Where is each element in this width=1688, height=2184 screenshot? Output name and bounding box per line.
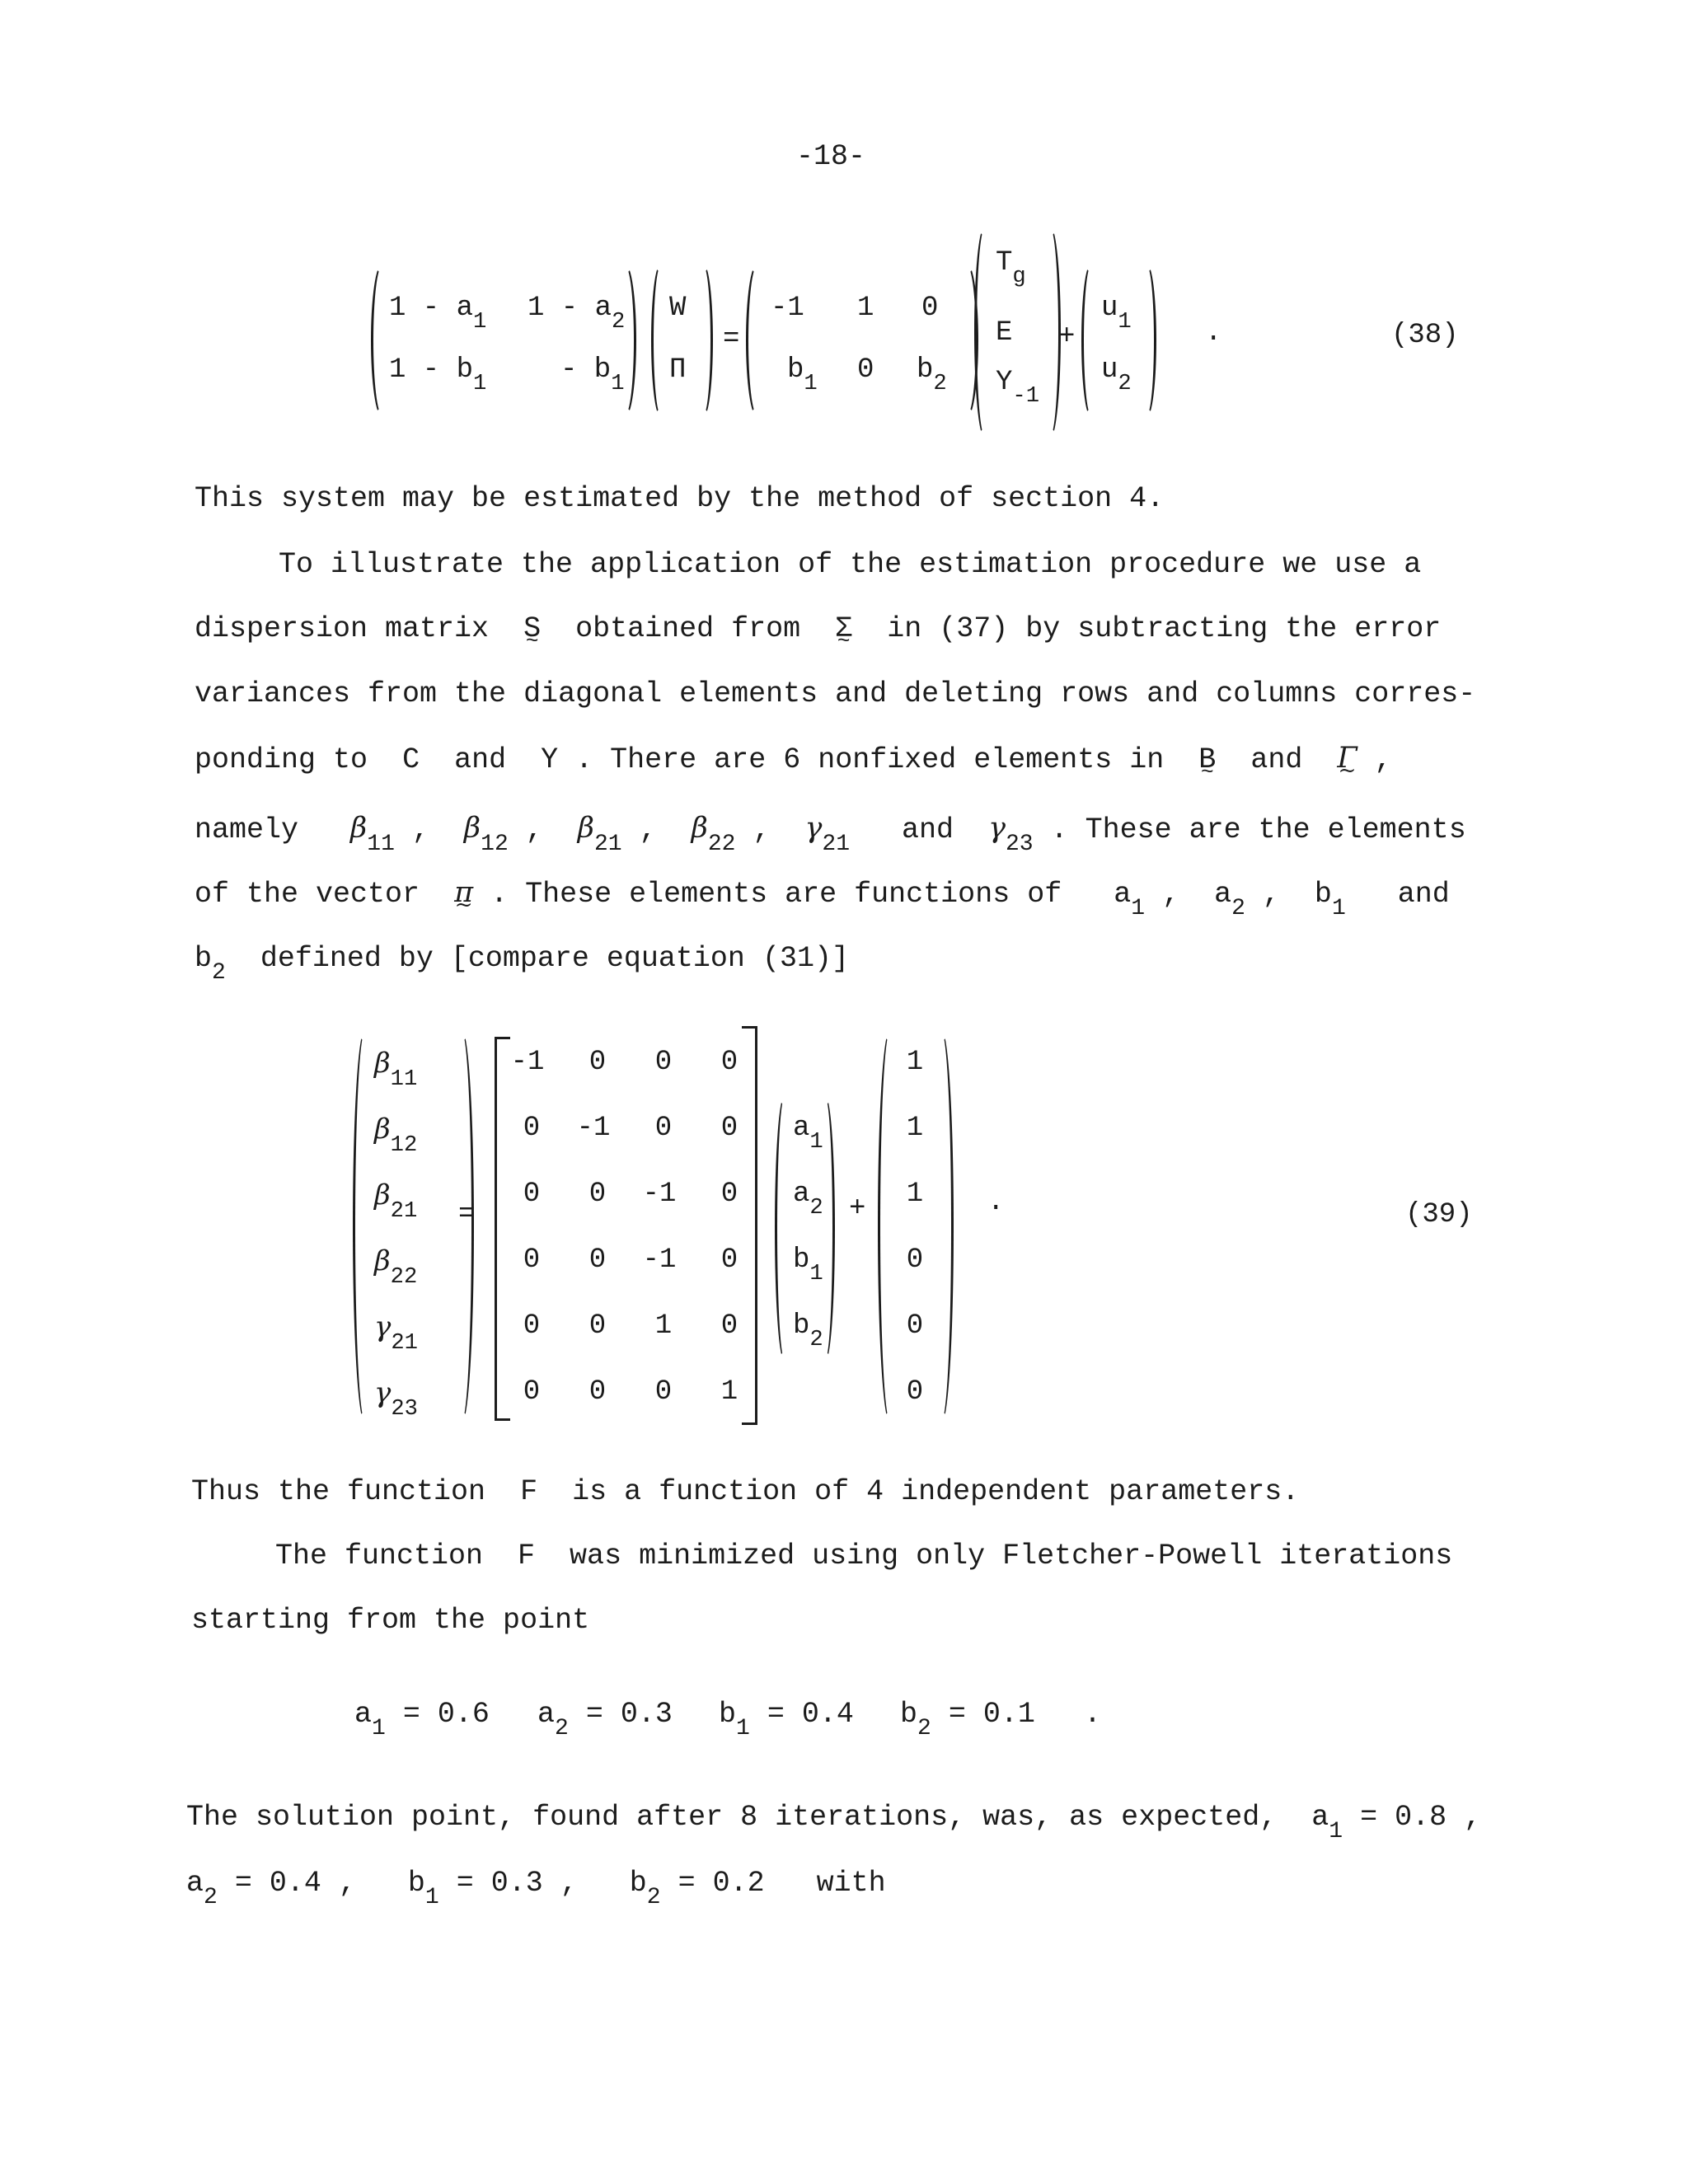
paren-right — [816, 1096, 835, 1361]
matrix-cell: -1 — [576, 1113, 611, 1144]
vector-cell: $b_1$ — [793, 1244, 823, 1286]
matrix-cell: -1 — [642, 1244, 677, 1276]
matrix-cell: 0 — [523, 1113, 541, 1144]
equals-sign: = — [723, 324, 740, 355]
matrix-cell: $b_2$ — [917, 354, 947, 396]
matrix-cell: 0 — [654, 1376, 673, 1408]
paren-right — [1137, 264, 1156, 417]
matrix-cell: -1 — [642, 1179, 677, 1210]
matrix-cell: 0 — [588, 1179, 607, 1210]
paragraph-line: $b_2$ defined by [compare equation (31)] — [195, 942, 849, 987]
vector-cell: $\beta_{21}$ — [374, 1179, 418, 1224]
matrix-cell: 0 — [523, 1244, 541, 1276]
paren-left — [651, 264, 670, 417]
vector-cell: 1 — [906, 1179, 924, 1210]
paren-right — [694, 264, 713, 417]
paragraph-line: Thus the function F is a function of 4 independent parameters. — [191, 1475, 1300, 1508]
vector-cell: $T_g$ — [996, 247, 1026, 289]
period: . — [1205, 317, 1222, 349]
matrix-cell: 0 — [654, 1113, 673, 1144]
vector-cell: 0 — [906, 1376, 924, 1408]
vector-cell: $a_2$ — [793, 1179, 823, 1221]
paragraph-line: This system may be estimated by the method of section 4. — [195, 482, 1165, 515]
period: . — [987, 1187, 1005, 1218]
matrix-cell: 0 — [523, 1179, 541, 1210]
vector-cell: $\beta_{22}$ — [374, 1244, 418, 1290]
plus-sign: + — [849, 1193, 866, 1225]
matrix-cell: $1 - a_1$ — [389, 293, 487, 335]
paren-left — [1081, 264, 1100, 417]
bracket-right — [742, 1026, 757, 1425]
vector-cell: $b_2$ — [793, 1310, 823, 1352]
matrix-cell: $1 - b_1$ — [389, 354, 487, 396]
matrix-cell: -1 — [771, 293, 804, 324]
matrix-cell: 1 — [654, 1310, 673, 1342]
assignment: $b_2 = 0.1$ — [900, 1698, 1035, 1742]
vector-cell: 0 — [906, 1310, 924, 1342]
assignment: $a_2 = 0.3$ — [537, 1698, 673, 1742]
vector-cell: $\gamma_{21}$ — [374, 1310, 418, 1356]
paragraph-line: The solution point, found after 8 iterations, was, as expected, $a_1 = 0.8$ , — [186, 1801, 1482, 1845]
vector-cell: W — [669, 293, 687, 324]
matrix-cell: 0 — [720, 1179, 738, 1210]
matrix-cell: 0 — [588, 1376, 607, 1408]
plus-sign: + — [1058, 321, 1076, 353]
matrix-cell: 0 — [523, 1310, 541, 1342]
vector-cell: $a_1$ — [793, 1113, 823, 1155]
period: . — [1084, 1698, 1102, 1731]
matrix-cell: 0 — [588, 1310, 607, 1342]
equation-label: (39) — [1405, 1199, 1473, 1230]
paragraph-line: starting from the point — [191, 1604, 590, 1637]
paren-left — [974, 227, 995, 438]
matrix-cell: 0 — [720, 1244, 738, 1276]
bracket-left — [495, 1037, 510, 1421]
paren-left — [878, 1030, 902, 1422]
vector-cell: $\beta_{11}$ — [374, 1047, 418, 1092]
paragraph-line: of the vector π ~ . These elements are functions of $a_1$ , $a_2$ , $b_1$ and — [195, 876, 1450, 911]
matrix-cell: 0 — [720, 1310, 738, 1342]
vector-cell: 0 — [906, 1244, 924, 1276]
paren-left — [746, 264, 768, 417]
vector-cell: $\gamma_{23}$ — [374, 1376, 418, 1422]
paren-right — [930, 1030, 954, 1422]
vector-cell: $\beta_{12}$ — [374, 1113, 418, 1158]
assignment: $a_1 = 0.6$ — [354, 1698, 490, 1742]
vector-cell: 1 — [906, 1113, 924, 1144]
paragraph-line: To illustrate the application of the estimation procedure we use a — [279, 548, 1422, 581]
paragraph-line: ponding to C and Y . There are 6 nonfixed elements in B ~ and Γ ~ , — [195, 742, 1392, 776]
vector-cell: $u_2$ — [1101, 354, 1132, 396]
matrix-cell: 0 — [720, 1113, 738, 1144]
vector-cell: E — [996, 317, 1013, 349]
paren-left — [371, 264, 393, 417]
paragraph-line: $a_2 = 0.4$ , $b_1 = 0.3$ , $b_2 = 0.2$ with — [186, 1867, 886, 1911]
vector-cell: Π — [669, 354, 687, 386]
matrix-cell: 0 — [523, 1376, 541, 1408]
matrix-cell: 0 — [857, 354, 874, 386]
vector-cell: $Y_{-1}$ — [996, 367, 1040, 409]
assignment: $b_1 = 0.4$ — [719, 1698, 854, 1742]
paragraph-line: namely $\beta_{11}$ , $\beta_{12}$ , $\beta_{21}$ , $\beta_{22}$ , $\gamma_{21}$ and $\gamma_{23}$ . These are the elements — [195, 812, 1466, 858]
matrix-cell: 0 — [921, 293, 939, 324]
page-number: -18- — [796, 140, 866, 173]
matrix-cell: 1 — [857, 293, 874, 324]
matrix-cell: 0 — [588, 1047, 607, 1078]
matrix-cell: $1 - a_2$ — [528, 293, 626, 335]
matrix-cell: 1 — [720, 1376, 738, 1408]
paren-right — [614, 264, 636, 417]
paren-left — [353, 1030, 377, 1422]
matrix-cell: 0 — [654, 1047, 673, 1078]
equation-label: (38) — [1391, 320, 1459, 351]
paragraph-line: The function F was minimized using only Fletcher-Powell iterations — [275, 1540, 1453, 1572]
vector-cell: $u_1$ — [1101, 293, 1132, 335]
paragraph-line: variances from the diagonal elements and deleting rows and columns corres- — [195, 677, 1476, 710]
matrix-cell: 0 — [720, 1047, 738, 1078]
equals-sign: = — [458, 1199, 476, 1230]
vector-cell: 1 — [906, 1047, 924, 1078]
matrix-cell: 0 — [588, 1244, 607, 1276]
matrix-cell: -1 — [510, 1047, 545, 1078]
matrix-cell: $b_1$ — [787, 354, 818, 396]
matrix-cell: - $b_1$ — [560, 354, 625, 396]
paragraph-line: dispersion matrix S ~ obtained from Σ ~ in (37) by subtracting the error — [195, 612, 1441, 645]
paren-left — [775, 1096, 794, 1361]
